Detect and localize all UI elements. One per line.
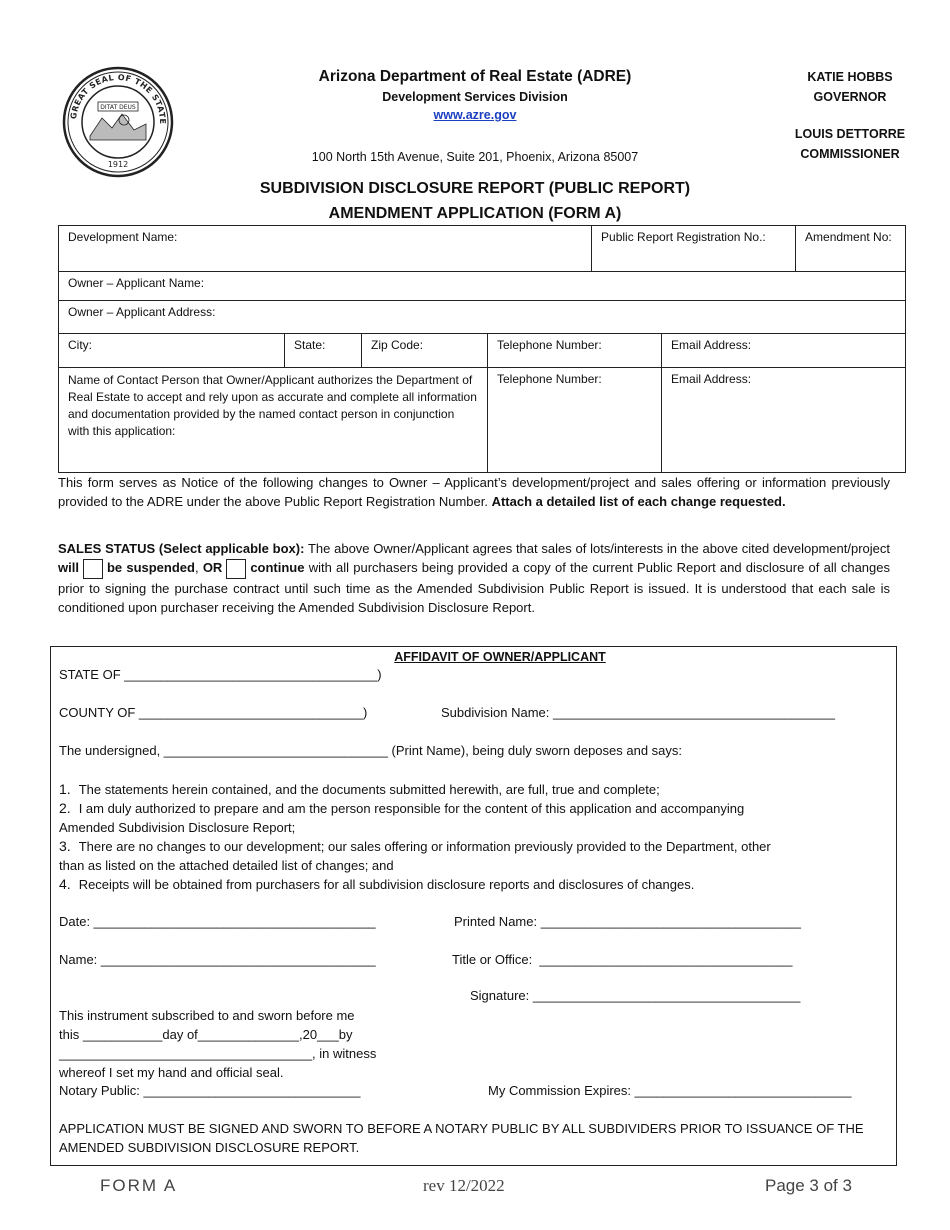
- notary-line-4: whereof I set my hand and official seal.: [59, 1065, 284, 1080]
- state-label: State:: [294, 338, 326, 352]
- subdivision-name-line[interactable]: Subdivision Name: _______________________________________: [441, 705, 835, 720]
- email-field[interactable]: [662, 334, 906, 368]
- contact-email-field[interactable]: [662, 368, 906, 473]
- contact-email-label: Email Address:: [671, 372, 752, 386]
- continue-checkbox[interactable]: [226, 559, 246, 579]
- statement-3-cont: [59, 856, 889, 875]
- notary-line-1: This instrument subscribed to and sworn before me: [59, 1008, 355, 1023]
- sales-status-comma: ,: [194, 560, 203, 575]
- statement-text: I am duly authorized to prepare and am the person responsible for the content of this application and accompanying: [78, 801, 745, 816]
- statement-text: Receipts will be obtained from purchasers for all subdivision disclosure reports and disclosures of changes.: [78, 877, 695, 892]
- notary-line-3[interactable]: ___________________________________, in witness: [59, 1046, 377, 1061]
- statement-text: There are no changes to our development; our sales offering or information previously provided to the Department, other: [78, 839, 771, 854]
- telephone-label: Telephone Number:: [497, 338, 602, 352]
- city-field[interactable]: [59, 334, 285, 368]
- suspended-label: be suspended: [106, 560, 195, 575]
- sales-status-label: SALES STATUS (Select applicable box):: [58, 541, 305, 556]
- division-name: Development Services Division: [382, 90, 568, 104]
- city-label: City:: [68, 338, 92, 352]
- title-line-1: SUBDIVISION DISCLOSURE REPORT (PUBLIC REPORT): [259, 180, 691, 197]
- footer-revision: rev 12/2022: [423, 1176, 505, 1195]
- commissioner-title: COMMISSIONER: [800, 147, 900, 161]
- contact-person-field[interactable]: [59, 368, 488, 473]
- svg-text:DITAT DEUS: DITAT DEUS: [100, 104, 136, 111]
- statement-text: Amended Subdivision Disclosure Report;: [59, 820, 296, 835]
- statement-2-cont: [59, 818, 889, 837]
- svg-text:GREAT SEAL OF THE STATE OF ARI: GREAT SEAL OF THE STATE: [69, 72, 168, 125]
- owner-address-field[interactable]: [59, 301, 906, 334]
- suspended-checkbox[interactable]: [83, 559, 103, 579]
- statement-number: 4.: [59, 876, 71, 892]
- officials: [745, 67, 950, 164]
- sales-status-text: The above Owner/Applicant agrees that sales of lots/interests in the above cited development/project: [304, 541, 891, 556]
- commissioner-name: LOUIS DETTORRE: [794, 127, 906, 141]
- name-line[interactable]: Name: ______________________________________: [59, 952, 376, 967]
- statement-number: 2.: [59, 800, 71, 816]
- header-center: [280, 68, 670, 122]
- statement-3: [59, 837, 889, 856]
- statement-number: 1.: [59, 781, 71, 797]
- public-report-no-field[interactable]: [592, 226, 796, 272]
- state-field[interactable]: [285, 334, 362, 368]
- email-label: Email Address:: [671, 338, 752, 352]
- commission-expires-line[interactable]: My Commission Expires: ______________________________: [488, 1083, 852, 1098]
- affidavit-statements: [59, 780, 889, 894]
- governor-name: KATIE HOBBS: [807, 70, 893, 84]
- zip-label: Zip Code:: [371, 338, 424, 352]
- notary-line-2[interactable]: this ___________day of______________,20___by: [59, 1027, 353, 1042]
- sales-status-text-2: with all purchasers being provided a copy of the current Public Report and disclosure of all changes prior to signing the purchase contract until such time as the Amended Subdivision Public Report is issued. It is understood that each sale is conditioned upon purchaser receiving the Amended Subdivision Disclosure Report.: [58, 560, 890, 615]
- notary-block: [59, 1006, 376, 1082]
- signature-line[interactable]: Signature: _____________________________________: [470, 988, 801, 1003]
- county-of-line[interactable]: COUNTY OF _______________________________): [59, 705, 368, 720]
- notary-public-line[interactable]: Notary Public: ______________________________: [59, 1083, 361, 1098]
- owner-name-field[interactable]: [59, 272, 906, 301]
- notice-text: This form serves as Notice of the following changes to Owner – Applicant’s development/project and sales offering or information previously provided to the ADRE under the above Public Report Registration Number.: [58, 475, 890, 509]
- state-seal-logo: [62, 66, 174, 178]
- footer-page-number: Page 3 of 3: [765, 1176, 852, 1195]
- notice-paragraph: [58, 473, 890, 511]
- amendment-no-label: Amendment No:: [805, 230, 892, 244]
- final-note: APPLICATION MUST BE SIGNED AND SWORN TO BEFORE A NOTARY PUBLIC BY ALL SUBDIVIDERS PRIOR TO ISSUANCE OF THE AMENDED SUBDIVISION DISCLOSURE REPORT.: [59, 1121, 864, 1155]
- statement-1: [59, 780, 889, 799]
- telephone-field[interactable]: [488, 334, 662, 368]
- title-office-line[interactable]: Title or Office: ___________________________________: [452, 952, 793, 967]
- state-of-line[interactable]: STATE OF ___________________________________): [59, 667, 382, 682]
- or-label: OR: [202, 560, 223, 575]
- statement-number: 3.: [59, 838, 71, 854]
- printed-name-line[interactable]: Printed Name: ____________________________________: [454, 914, 801, 929]
- statement-4: [59, 875, 889, 894]
- undersigned-line[interactable]: The undersigned, _______________________________ (Print Name), being duly sworn deposes and says:: [59, 743, 683, 758]
- sales-status-paragraph: [58, 539, 890, 617]
- affidavit-title: AFFIDAVIT OF OWNER/APPLICANT: [394, 650, 606, 664]
- agency-name: Arizona Department of Real Estate (ADRE): [318, 68, 632, 85]
- continue-label: continue: [250, 560, 305, 575]
- statement-text: than as listed on the attached detailed list of changes; and: [59, 858, 394, 873]
- owner-name-label: Owner – Applicant Name:: [68, 276, 205, 290]
- notice-bold: Attach a detailed list of each change requested.: [491, 494, 786, 509]
- contact-telephone-field[interactable]: [488, 368, 662, 473]
- applicant-info-table: [58, 225, 906, 473]
- website-link[interactable]: www.azre.gov: [433, 108, 517, 122]
- date-line[interactable]: Date: _______________________________________: [59, 914, 376, 929]
- governor-title: GOVERNOR: [813, 90, 887, 104]
- public-report-no-label: Public Report Registration No.:: [601, 230, 766, 244]
- will-label: will: [58, 560, 79, 575]
- contact-person-label: Name of Contact Person that Owner/Applicant authorizes the Department of Real Estate to accept and rely upon as accurate and complete all information and documentation provided by the named contact person in conjunction with this application:: [68, 373, 477, 438]
- title-line-2: AMENDMENT APPLICATION (FORM A): [328, 205, 622, 222]
- statement-text: The statements herein contained, and the documents submitted herewith, are full, true and complete;: [78, 782, 660, 797]
- amendment-no-field[interactable]: [796, 226, 906, 272]
- development-name-label: Development Name:: [68, 230, 178, 244]
- owner-address-label: Owner – Applicant Address:: [68, 305, 216, 319]
- footer-form-label: FORM A: [100, 1176, 178, 1195]
- agency-address: 100 North 15th Avenue, Suite 201, Phoenix, Arizona 85007: [311, 150, 639, 164]
- svg-text:1912: 1912: [107, 160, 129, 169]
- document-title: [0, 176, 950, 226]
- statement-2: [59, 799, 889, 818]
- zip-field[interactable]: [362, 334, 488, 368]
- contact-telephone-label: Telephone Number:: [497, 372, 602, 386]
- development-name-field[interactable]: [59, 226, 592, 272]
